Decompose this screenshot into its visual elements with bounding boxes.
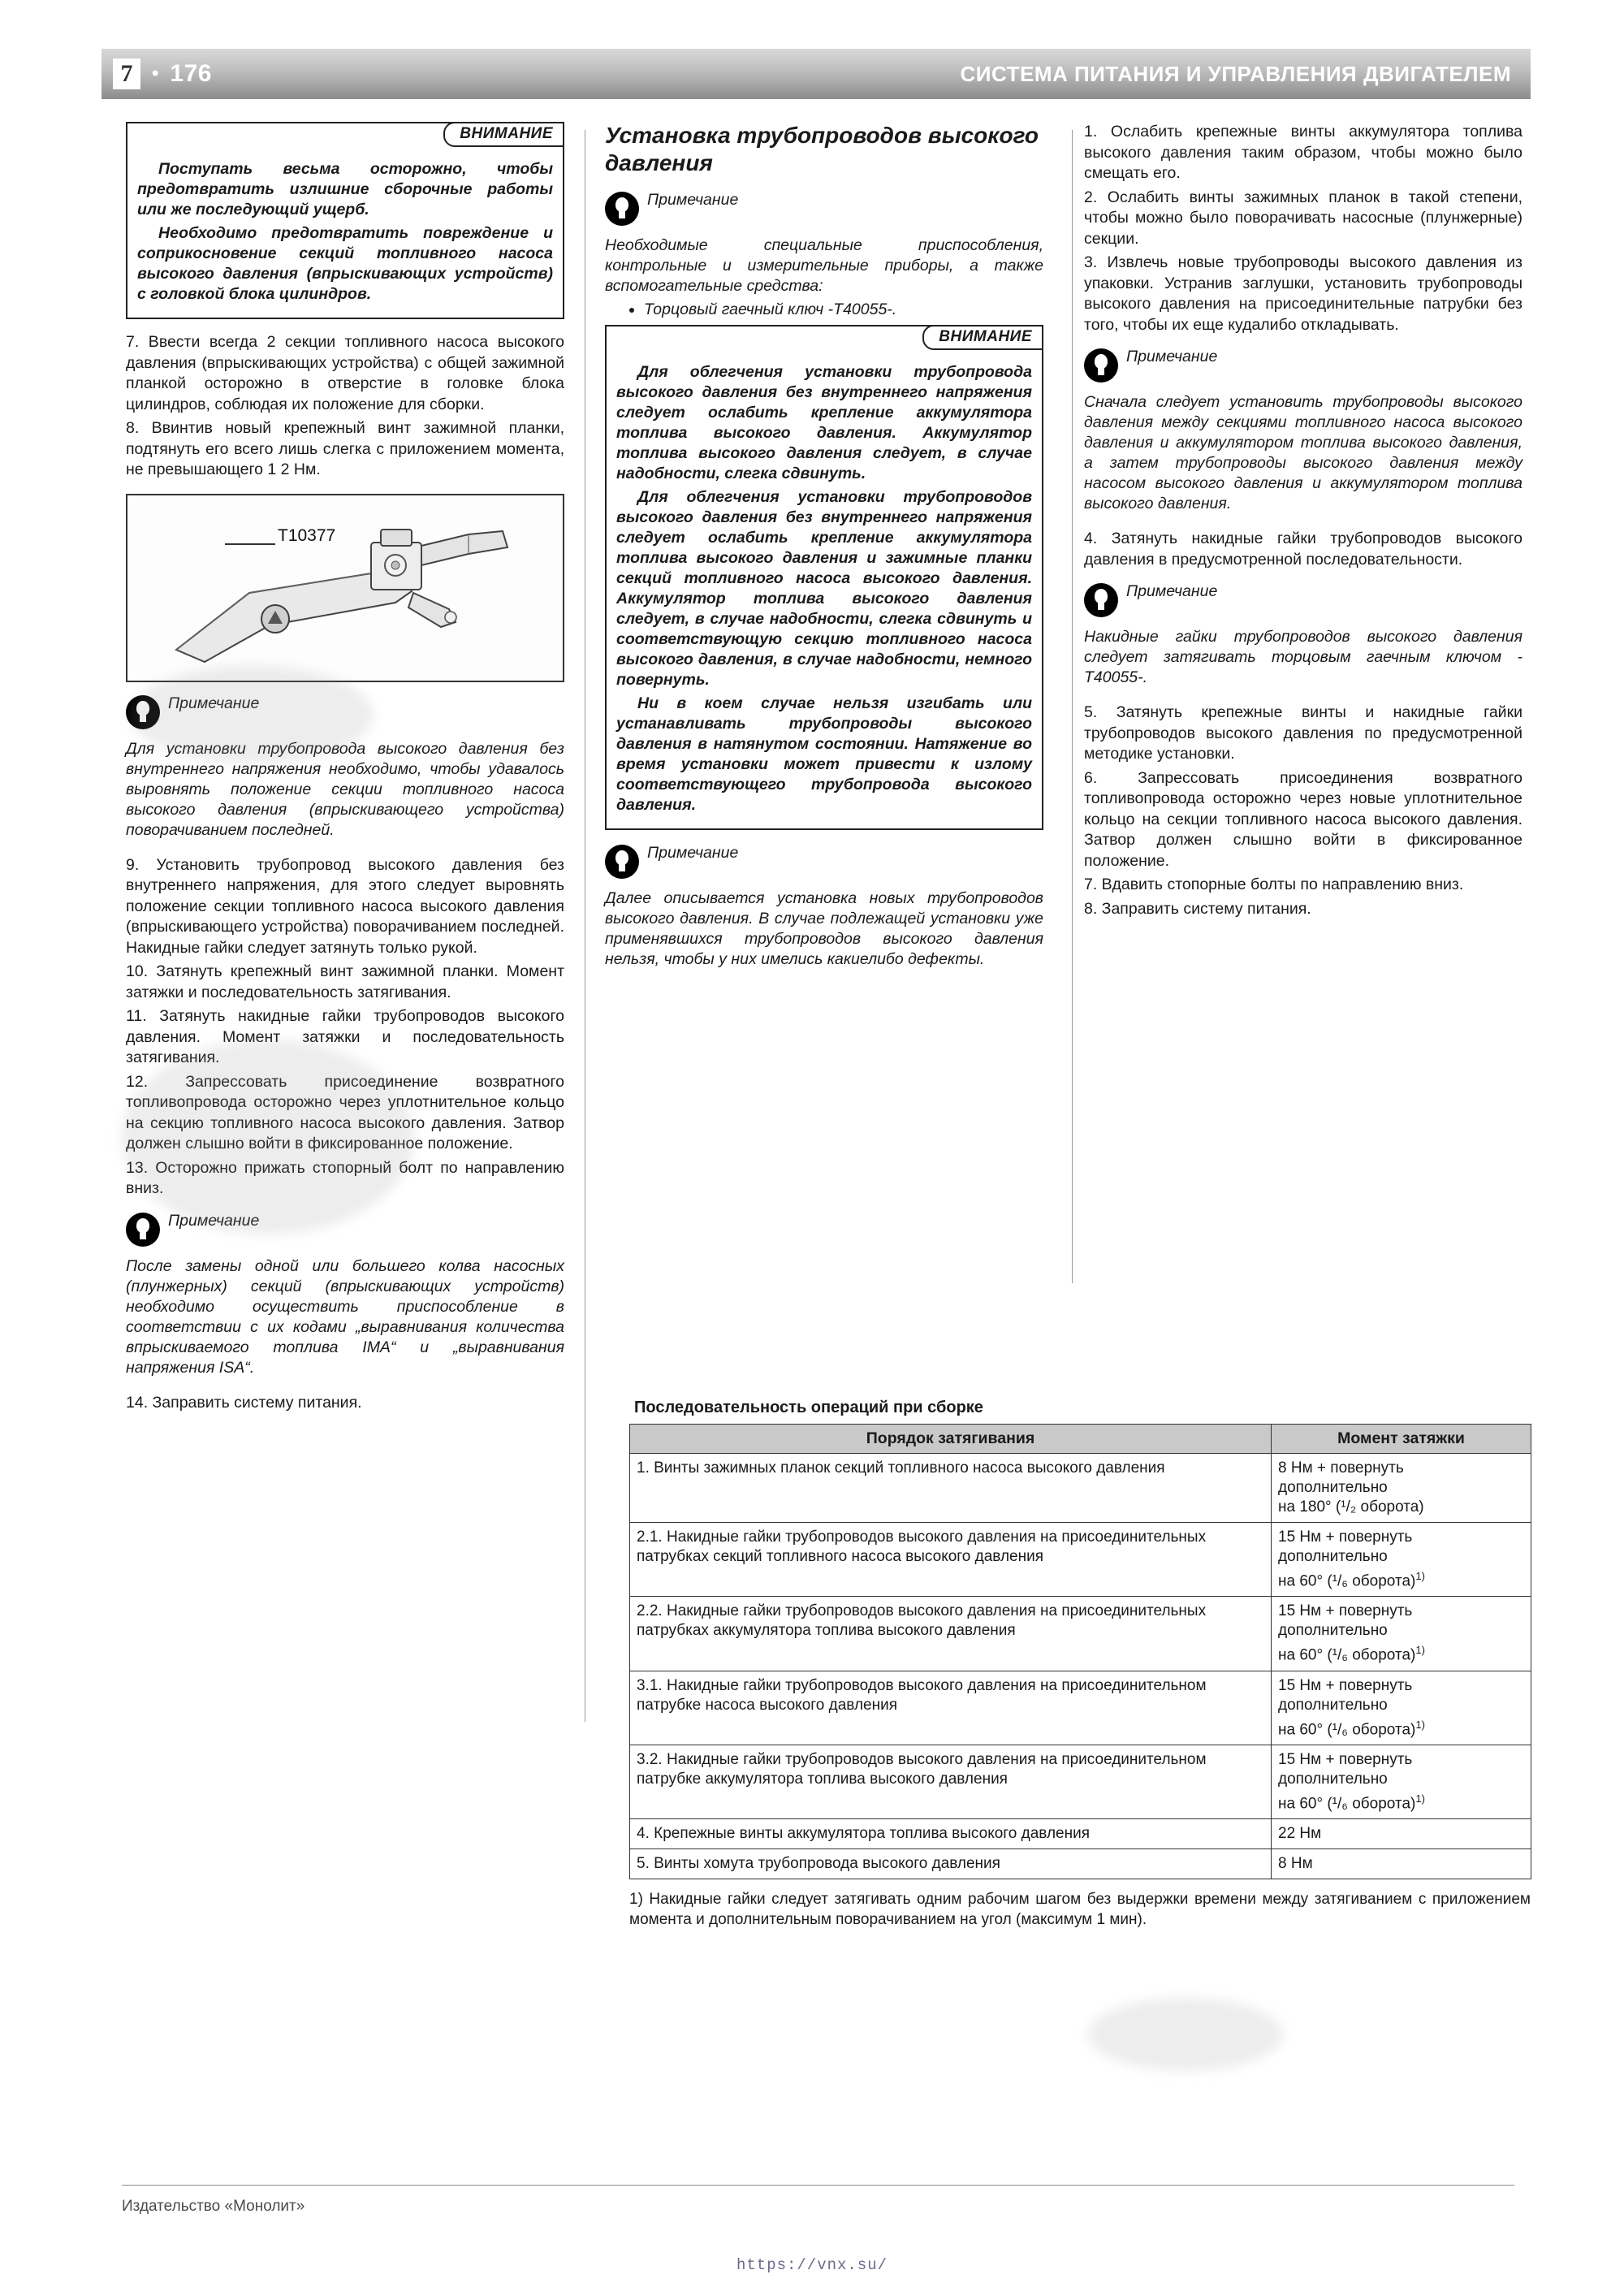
attention-label: ВНИМАНИЕ — [922, 325, 1043, 350]
column-right — [1084, 122, 1522, 923]
table-row — [630, 1523, 1531, 1597]
torque-line-2: дополнительно — [1278, 1622, 1388, 1640]
note-title: Примечание — [647, 191, 739, 209]
note-text-block-6 — [1084, 627, 1522, 688]
assembly-step-8: 8. Заправить систему питания. — [1084, 899, 1311, 918]
torque-line-3: на 60° (¹/₆ оборота) — [1278, 1572, 1416, 1590]
header-left-group — [113, 58, 212, 89]
attention-text-3: Для облегчения установки трубопровода высокого давления без внутреннего напряжения следует ослабить крепление аккумулятора топлива высокого давления. Аккумулятор топлива высокого давления следует, в случае надобности, слегка сдвинуть. — [616, 363, 1032, 482]
attention-box-2 — [605, 325, 1043, 830]
step-8: 8. Ввинтив новый крепежный винт зажимной планки, подтянуть его всего лишь слегка с приложением момента, не превышающего 1 2 Нм. — [126, 419, 564, 478]
note-block-3 — [605, 190, 1043, 226]
torque-line-2: дополнительно — [1278, 1770, 1388, 1788]
attention-text-5: Ни в коем случае нельзя изгибать или устанавливать трубопроводы высокого давления в натянутом состоянии. Натяжение во время установки может привести к излому соответствующего трубопровода высокого давления. — [616, 694, 1032, 814]
table-row — [630, 1745, 1531, 1818]
note-text-block-3 — [605, 236, 1043, 296]
note-block-6 — [1084, 582, 1522, 617]
column-left — [126, 122, 564, 1416]
step-7: 7. Ввести всегда 2 секции топливного насоса высокого давления (впрыскивающих устройства) с общей зажимной планкой осторожно в отверстие в головке блока цилиндров, соблюдая их положение для сборки. — [126, 333, 564, 413]
note-title: Примечание — [647, 844, 739, 862]
table-cell-torque — [1272, 1671, 1531, 1745]
step-14: 14. Заправить систему питания. — [126, 1393, 362, 1412]
torque-sequence-table — [629, 1424, 1531, 1879]
torque-footnote-marker: 1) — [1415, 1718, 1425, 1731]
column-middle — [605, 122, 1043, 973]
torque-line-2: дополнительно — [1278, 1479, 1388, 1496]
note-text-block-4 — [605, 889, 1043, 970]
table-row — [630, 1597, 1531, 1671]
note-title: Примечание — [168, 1211, 260, 1230]
torque-line-3: на 180° (¹/₂ оборота) — [1278, 1498, 1424, 1516]
table-header-order: Порядок затягивания — [630, 1425, 1272, 1454]
table-footnote: 1) Накидные гайки следует затягивать одним рабочим шагом без выдержки времени между затягиванием с приложением момента и дополнительным поворачиванием на угол (максимум 1 мин). — [629, 1891, 1531, 1929]
tool-item: • Торцовый гаечный ключ -T40055-. — [644, 300, 1043, 320]
table-cell-torque — [1272, 1523, 1531, 1597]
note-block-5 — [1084, 347, 1522, 383]
table-title: Последовательность операций при сборке — [634, 1399, 983, 1416]
torque-line-3: на 60° (¹/₆ оборота) — [1278, 1720, 1416, 1738]
table-row — [630, 1819, 1531, 1849]
note-text-block-1 — [126, 739, 564, 841]
tools-list — [605, 300, 1043, 320]
page-title: СИСТЕМА ПИТАНИЯ И УПРАВЛЕНИЯ ДВИГАТЕЛЕМ — [960, 61, 1511, 86]
footer-publisher: Издательство «Монолит» — [122, 2198, 305, 2215]
table-cell-order: 4. Крепежные винты аккумулятора топлива высокого давления — [630, 1819, 1272, 1849]
step-11: 11. Затянуть накидные гайки трубопроводов высокого давления. Момент затяжки и последовательность затягивания. — [126, 1007, 564, 1066]
chapter-number: 7 — [113, 58, 140, 89]
attention-label: ВНИМАНИЕ — [443, 122, 564, 147]
note-block-1 — [126, 694, 564, 729]
footer-divider — [122, 2185, 1514, 2186]
lightbulb-icon — [126, 1213, 160, 1247]
assembly-step-3: 3. Извлечь новые трубопроводы высокого давления из упаковки. Устранив заглушки, установить трубопроводы высокого давления на присоединительные патрубки без того, чтобы их еще кудалибо откладывать. — [1084, 253, 1522, 334]
step-12: 12. Запрессовать присоединение возвратного топливопровода осторожно через уплотнительное кольцо на секцию топливного насоса высокого давления. Затвор должен слышно войти в фиксированное положение. — [126, 1072, 564, 1152]
step-9: 9. Установить трубопровод высокого давления без внутреннего напряжения, для этого следует выровнять положение секции топливного насоса высокого давления (впрыскивающего устройства) поворачиванием последней. Накидные гайки следует затянуть только рукой. — [126, 855, 564, 957]
note-text-4: Далее описывается установка новых трубопроводов высокого давления. В случае подлежащей установки уже применявшихся трубопроводов высокого давления нельзя, чтобы у них имелись какиелибо дефекты. — [605, 889, 1043, 968]
torque-line-1: 8 Нм + повернуть — [1278, 1459, 1404, 1477]
table-header-torque: Момент затяжки — [1272, 1425, 1531, 1454]
table-cell-torque — [1272, 1454, 1531, 1523]
lightbulb-icon — [1084, 583, 1118, 617]
table-cell-order: 2.2. Накидные гайки трубопроводов высокого давления на присоединительных патрубках аккумулятора топлива высокого давления — [630, 1597, 1272, 1671]
note-text-6: Накидные гайки трубопроводов высокого давления следует затягивать торцовым гаечным ключом -T40055-. — [1084, 628, 1522, 686]
table-cell-torque — [1272, 1745, 1531, 1818]
lightbulb-icon — [1084, 348, 1118, 383]
attention-text-1: Поступать весьма осторожно, чтобы предотвратить излишние сборочные работы или же последующий ущерб. — [137, 160, 553, 218]
torque-line-3: на 60° (¹/₆ оборота) — [1278, 1646, 1416, 1664]
table-row — [630, 1849, 1531, 1879]
torque-line-2: дополнительно — [1278, 1548, 1388, 1565]
lightbulb-icon — [126, 695, 160, 729]
torque-line-2: дополнительно — [1278, 1696, 1388, 1714]
assembly-step-5: 5. Затянуть крепежные винты и накидные гайки трубопроводов высокого давления по предусмотренной методике установки. — [1084, 703, 1522, 763]
lightbulb-icon — [605, 845, 639, 879]
figure-drawing — [127, 495, 563, 681]
note-block-4 — [605, 843, 1043, 879]
assembly-step-2: 2. Ослабить винты зажимных планок в такой степени, чтобы можно было поворачивать насосные (плунжерные) секции. — [1084, 188, 1522, 248]
assembly-step-6: 6. Запрессовать присоединения возвратного топливопровода осторожно через новые уплотнительное кольцо на секции топливного насоса высокого давления. Затвор должен слышно войти в фиксированное положение. — [1084, 768, 1522, 870]
table-header-row — [630, 1425, 1531, 1454]
column-divider-2 — [1072, 130, 1073, 1283]
note-text-3: Необходимые специальные приспособления, контрольные и измерительные приборы, а также вспомогательные средства: — [605, 236, 1043, 295]
attention-box-1 — [126, 122, 564, 319]
watermark-url: https://vnx.su/ — [736, 2256, 888, 2274]
note-text-5: Сначала следует установить трубопроводы высокого давления между секциями топливного насоса высокого давления и аккумулятором топлива высокого давления, а затем трубопроводы высокого давления между насосом высокого давления и аккумулятором топлива высокого давления. — [1084, 393, 1522, 512]
note-text-1: Для установки трубопровода высокого давления без внутреннего напряжения необходимо, чтобы удавалось выровнять положение секции топливного насоса высокого давления (впрыскивающего устройства) поворачиванием последней. — [126, 739, 564, 839]
page-number: 176 — [170, 60, 212, 87]
table-cell-order: 5. Винты хомута трубопровода высокого давления — [630, 1849, 1272, 1879]
page-header — [102, 49, 1531, 99]
figure-injector-tool — [126, 494, 564, 682]
assembly-step-7: 7. Вдавить стопорные болты по направлению вниз. — [1084, 876, 1464, 893]
attention-text-2: Необходимо предотвратить повреждение и соприкосновение секций топливного насоса высокого давления (впрыскивающих устройств) с головкой блока цилиндров. — [137, 224, 553, 303]
torque-line-1: 15 Нм + повернуть — [1278, 1750, 1413, 1768]
torque-footnote-marker: 1) — [1415, 1792, 1425, 1805]
note-title: Примечание — [1126, 348, 1218, 365]
step-13: 13. Осторожно прижать стопорный болт по направлению вниз. — [126, 1158, 564, 1197]
table-row — [630, 1454, 1531, 1523]
note-block-2 — [126, 1211, 564, 1247]
torque-line-1: 15 Нм + повернуть — [1278, 1529, 1413, 1546]
table-cell-order: 3.1. Накидные гайки трубопроводов высокого давления на присоединительном патрубке насоса высокого давления — [630, 1671, 1272, 1745]
torque-line-1: 15 Нм + повернуть — [1278, 1602, 1413, 1620]
torque-footnote-marker: 1) — [1415, 1644, 1425, 1657]
torque-line-3: на 60° (¹/₆ оборота) — [1278, 1795, 1416, 1813]
torque-table-section — [629, 1381, 1531, 1933]
table-cell-order: 2.1. Накидные гайки трубопроводов высокого давления на присоединительных патрубках секций топливного насоса высокого давления — [630, 1523, 1272, 1597]
step-10: 10. Затянуть крепежный винт зажимной планки. Момент затяжки и последовательность затягивания. — [126, 962, 564, 1001]
table-cell-order: 1. Винты зажимных планок секций топливного насоса высокого давления — [630, 1454, 1272, 1523]
section-heading: Установка трубопроводов высокого давления — [605, 123, 1039, 175]
header-separator-dot: • — [152, 63, 159, 84]
note-text-block-5 — [1084, 392, 1522, 514]
lightbulb-icon — [605, 192, 639, 226]
assembly-step-4: 4. Затянуть накидные гайки трубопроводов высокого давления в предусмотренной последовательности. — [1084, 530, 1522, 569]
table-cell-torque: 22 Нм — [1272, 1819, 1531, 1849]
table-row — [630, 1671, 1531, 1745]
torque-line-1: 15 Нм + повернуть — [1278, 1676, 1413, 1694]
table-cell-torque: 8 Нм — [1272, 1849, 1531, 1879]
note-title: Примечание — [168, 694, 260, 712]
table-cell-order: 3.2. Накидные гайки трубопроводов высокого давления на присоединительном патрубке аккумулятора топлива высокого давления — [630, 1745, 1272, 1818]
figure-part-label: T10377 — [278, 525, 336, 545]
torque-footnote-marker: 1) — [1415, 1570, 1425, 1582]
attention-text-4: Для облегчения установки трубопроводов высокого давления без внутреннего напряжения следует ослабить крепление аккумулятора топлива высокого давления и зажимные планки секций топливного насоса высокого давления. Аккумулятор топлива высокого давления следует, в случае надобности, слегка сдвинуть и соответствующую секцию топливного насоса высокого давления, в случае надобности, немного повернуть. — [616, 488, 1032, 689]
note-text-2: После замены одной или большего колва насосных (плунжерных) секций (впрыскивающих устройств) необходимо осуществить приспособление в соответствии с их кодами „выравнивания количества впрыскиваемого топлива IMA“ и „выравнивания напряжения ISA“. — [126, 1256, 564, 1377]
table-cell-torque — [1272, 1597, 1531, 1671]
note-title: Примечание — [1126, 582, 1218, 600]
note-text-block-2 — [126, 1256, 564, 1378]
assembly-step-1: 1. Ослабить крепежные винты аккумулятора топлива высокого давления таким образом, чтобы можно было смещать его. — [1084, 123, 1522, 182]
